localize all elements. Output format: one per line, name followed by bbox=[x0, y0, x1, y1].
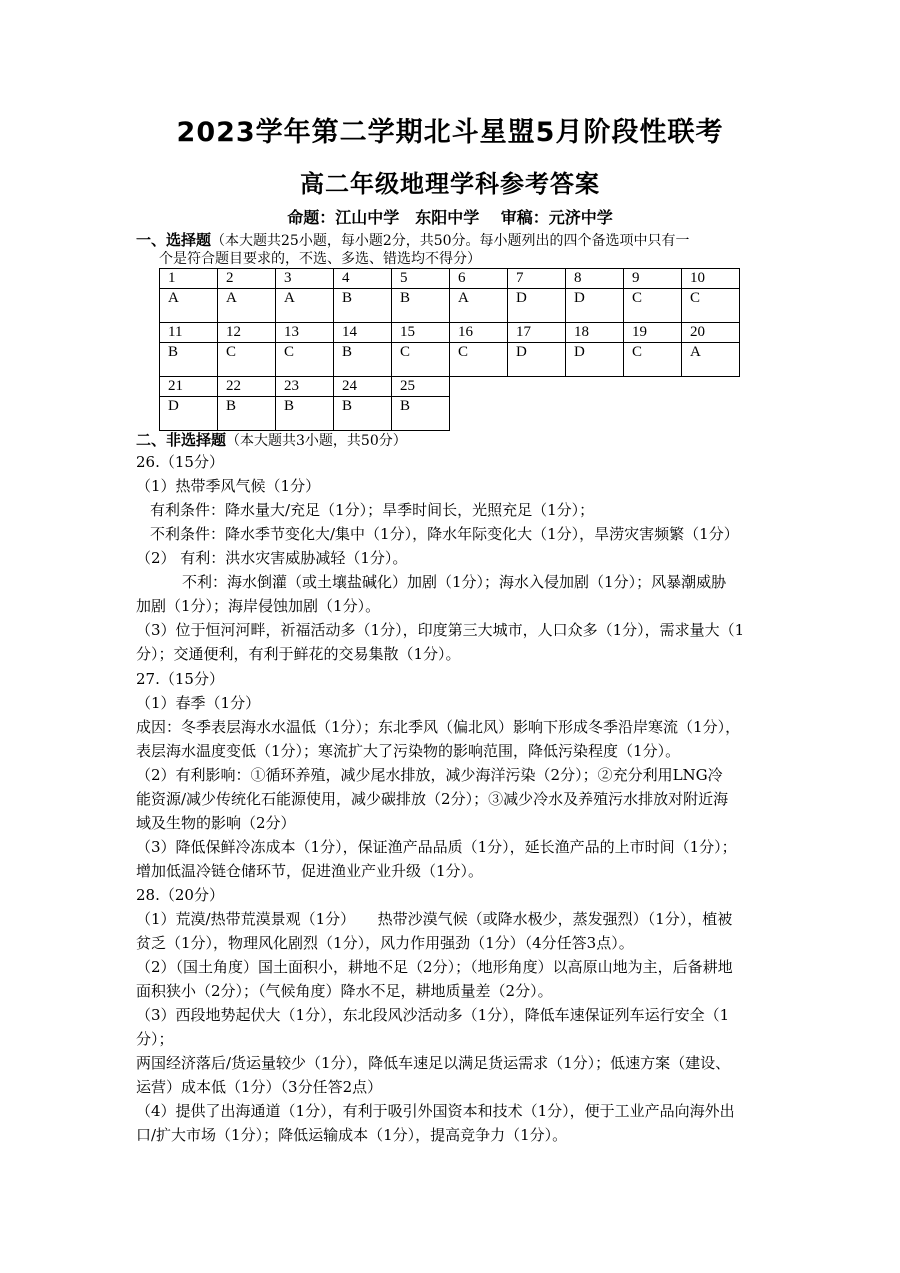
answer-cell: C bbox=[624, 343, 682, 377]
question-number: 16 bbox=[450, 323, 508, 343]
q26-line: 不利：海水倒灌（或土壤盐碱化）加剧（1分）；海水入侵加剧（1分）；风暴潮威胁 bbox=[182, 573, 727, 591]
section1-note-2: 个是符合题目要求的，不选、多选、错选均不得分） bbox=[159, 251, 481, 267]
answer-cell: B bbox=[334, 397, 392, 431]
table-row-numbers bbox=[160, 377, 740, 397]
answer-cell: B bbox=[392, 397, 450, 431]
q28-line: 分）； bbox=[136, 1030, 174, 1048]
question-number: 18 bbox=[566, 323, 624, 343]
question-number: 14 bbox=[334, 323, 392, 343]
answer-cell: C bbox=[682, 289, 740, 323]
table-row-answers bbox=[160, 343, 740, 377]
q26-line: （3）位于恒河河畔，祈福活动多（1分），印度第三大城市，人口众多（1分），需求量大（1 bbox=[136, 621, 745, 639]
authors-review: 审稿：元济中学 bbox=[500, 208, 613, 227]
table-empty-area bbox=[450, 397, 740, 431]
answer-cell: B bbox=[334, 289, 392, 323]
q26-line: （1）热带季风气候（1分） bbox=[136, 477, 321, 495]
question-number: 8 bbox=[566, 269, 624, 289]
question-number: 3 bbox=[276, 269, 334, 289]
authors-line bbox=[0, 205, 900, 228]
document-subtitle: 高二年级地理学科参考答案 bbox=[300, 170, 600, 198]
q27-line: 能资源/减少传统化石能源使用，减少碳排放（2分）；③减少冷水及养殖污水排放对附近海 bbox=[136, 790, 729, 808]
question-number: 2 bbox=[218, 269, 276, 289]
answer-cell: C bbox=[624, 289, 682, 323]
question-number: 10 bbox=[682, 269, 740, 289]
answer-cell: A bbox=[160, 289, 218, 323]
question-26 bbox=[136, 450, 766, 666]
answer-cell: D bbox=[566, 289, 624, 323]
question-number: 6 bbox=[450, 269, 508, 289]
question-number: 11 bbox=[160, 323, 218, 343]
q27-heading: 27.（15分） bbox=[136, 670, 224, 688]
question-number: 21 bbox=[160, 377, 218, 397]
q27-line: 域及生物的影响（2分） bbox=[136, 814, 296, 832]
section1-heading: 一、选择题 bbox=[136, 231, 212, 249]
answer-cell: C bbox=[276, 343, 334, 377]
q26-line: 分）；交通便利，有利于鲜花的交易集散（1分）。 bbox=[136, 645, 461, 663]
question-number: 22 bbox=[218, 377, 276, 397]
answer-cell: A bbox=[218, 289, 276, 323]
answer-cell: D bbox=[160, 397, 218, 431]
q28-line: 贫乏（1分），物理风化剧烈（1分），风力作用强劲（1分）（4分任答3点）。 bbox=[136, 934, 634, 952]
question-number: 24 bbox=[334, 377, 392, 397]
answer-cell: B bbox=[276, 397, 334, 431]
q26-heading: 26.（15分） bbox=[136, 453, 224, 471]
q28-line: （2）（国土角度）国土面积小，耕地不足（2分）；（地形角度）以高原山地为主，后备耕地 bbox=[136, 958, 733, 976]
question-number: 12 bbox=[218, 323, 276, 343]
question-number: 25 bbox=[392, 377, 450, 397]
section1-header bbox=[136, 229, 690, 250]
q27-line: （2）有利影响：①循环养殖，减少尾水排放，减少海洋污染（2分）；②充分利用LNG冷 bbox=[136, 766, 723, 784]
q26-line: 有利条件：降水量大/充足（1分）；旱季时间长，光照充足（1分）； bbox=[150, 501, 595, 519]
question-number: 20 bbox=[682, 323, 740, 343]
question-number: 4 bbox=[334, 269, 392, 289]
answer-cell: A bbox=[682, 343, 740, 377]
q28-line: （4）提供了出海通道（1分），有利于吸引外国资本和技术（1分），便于工业产品向海外出 bbox=[136, 1102, 735, 1120]
q28-line: （1）荒漠/热带荒漠景观（1分） 热带沙漠气候（或降水极少，蒸发强烈）（1分），植被 bbox=[136, 910, 733, 928]
q28-line: 两国经济落后/货运量较少（1分），降低车速足以满足货运需求（1分）；低速方案（建设、 bbox=[136, 1054, 731, 1072]
q27-line: 增加低温冷链仓储环节，促进渔业产业升级（1分）。 bbox=[136, 862, 484, 880]
table-row-answers bbox=[160, 397, 740, 431]
answer-cell: B bbox=[160, 343, 218, 377]
question-27 bbox=[136, 667, 766, 883]
question-number: 23 bbox=[276, 377, 334, 397]
answer-cell: B bbox=[218, 397, 276, 431]
answer-cell: C bbox=[392, 343, 450, 377]
answer-cell: A bbox=[450, 289, 508, 323]
answer-cell: D bbox=[508, 289, 566, 323]
table-row-numbers bbox=[160, 269, 740, 289]
question-number: 19 bbox=[624, 323, 682, 343]
answer-cell: D bbox=[566, 343, 624, 377]
answer-table bbox=[159, 268, 740, 431]
q28-heading: 28.（20分） bbox=[136, 886, 224, 904]
answer-cell: B bbox=[392, 289, 450, 323]
question-number: 15 bbox=[392, 323, 450, 343]
question-number: 17 bbox=[508, 323, 566, 343]
authors-compose: 命题：江山中学 东阳中学 bbox=[287, 208, 480, 227]
q27-line: （3）降低保鲜冷冻成本（1分），保证渔产品品质（1分），延长渔产品的上市时间（1分）； bbox=[136, 838, 737, 856]
section2-header bbox=[136, 429, 407, 450]
q26-line: （2） 有利：洪水灾害威胁减轻（1分）。 bbox=[136, 549, 408, 567]
table-empty-area bbox=[450, 377, 740, 397]
document-title: 2023学年第二学期北斗星盟5月阶段性联考 bbox=[176, 117, 724, 148]
question-number: 5 bbox=[392, 269, 450, 289]
answer-cell: B bbox=[334, 343, 392, 377]
section2-heading: 二、非选择题 bbox=[136, 431, 227, 449]
q28-line: 口/扩大市场（1分）；降低运输成本（1分），提高竞争力（1分）。 bbox=[136, 1126, 568, 1144]
q28-line: 运营）成本低（1分）（3分任答2点） bbox=[136, 1078, 383, 1096]
answer-cell: C bbox=[450, 343, 508, 377]
question-number: 7 bbox=[508, 269, 566, 289]
question-number: 9 bbox=[624, 269, 682, 289]
q28-line: （3）西段地势起伏大（1分），东北段风沙活动多（1分），降低车速保证列车运行安全（1 bbox=[136, 1006, 730, 1024]
question-number: 13 bbox=[276, 323, 334, 343]
q28-line: 面积狭小（2分）；（气候角度）降水不足，耕地质量差（2分）。 bbox=[136, 982, 553, 1000]
q27-line: 表层海水温度变低（1分）；寒流扩大了污染物的影响范围，降低污染程度（1分）。 bbox=[136, 742, 681, 760]
question-28 bbox=[136, 883, 766, 1147]
q27-line: 成因：冬季表层海水水温低（1分）；东北季风（偏北风）影响下形成冬季沿岸寒流（1分）， bbox=[136, 718, 741, 736]
question-number: 1 bbox=[160, 269, 218, 289]
q26-line: 不利条件：降水季节变化大/集中（1分），降水年际变化大（1分），旱涝灾害频繁（1分） bbox=[150, 525, 739, 543]
answer-cell: A bbox=[276, 289, 334, 323]
q27-line: （1）春季（1分） bbox=[136, 694, 261, 712]
q26-line: 加剧（1分）；海岸侵蚀加剧（1分）。 bbox=[136, 597, 381, 615]
section1-note-line2 bbox=[159, 248, 481, 268]
answer-cell: D bbox=[508, 343, 566, 377]
section1-note-1: （本大题共25小题，每小题2分，共50分。每小题列出的四个备选项中只有一 bbox=[211, 233, 690, 249]
table-row-answers bbox=[160, 289, 740, 323]
answer-cell: C bbox=[218, 343, 276, 377]
table-row-numbers bbox=[160, 323, 740, 343]
section2-note: （本大题共3小题，共50分） bbox=[226, 433, 407, 449]
